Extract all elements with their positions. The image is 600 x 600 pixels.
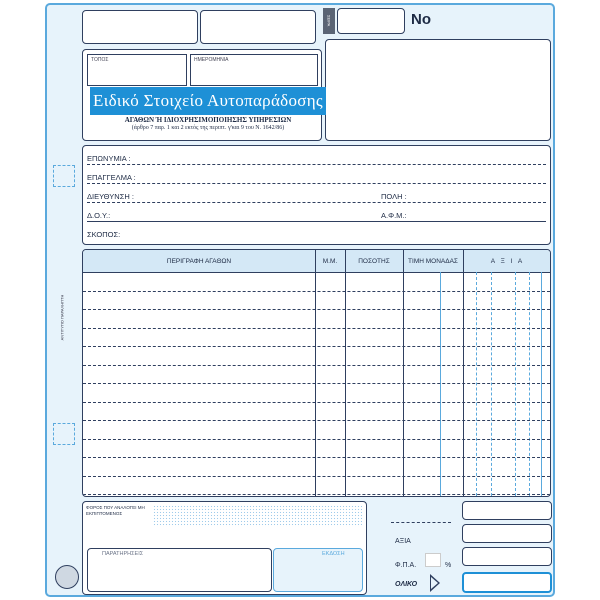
table-row-line <box>83 402 550 403</box>
tax-office-field[interactable] <box>87 205 546 222</box>
customer-info-box <box>82 145 551 245</box>
table-row-line <box>83 476 550 477</box>
arrow-icon-inner <box>431 577 438 589</box>
address-label: ΔΙΕΥΘΥΝΣΗ : <box>87 192 134 201</box>
grand-total-box[interactable] <box>462 572 552 593</box>
purpose-field[interactable] <box>87 224 546 240</box>
tax-office-label: Δ.Ο.Υ.: <box>87 211 111 220</box>
table-row-line <box>83 383 550 384</box>
punch-mark-top <box>53 165 75 187</box>
col-description: ΠΕΡΙΓΡΑΦΗ ΑΓΑΘΩΝ <box>166 257 232 265</box>
vat-percent-input[interactable] <box>425 553 441 567</box>
subtotal-box-2[interactable] <box>462 524 552 543</box>
city-label: ΠΟΛΗ : <box>381 192 407 201</box>
footer-left-box <box>82 501 367 595</box>
table-row-line <box>83 346 550 347</box>
table-row-line <box>83 457 550 458</box>
name-field[interactable] <box>87 148 546 165</box>
value-total-box[interactable] <box>462 547 552 566</box>
col-qty: ΠΟΣΟΤΗΣ <box>358 257 390 265</box>
table-row-line <box>83 439 550 440</box>
table-row-line <box>83 365 550 366</box>
recipient-stamp-box <box>325 39 551 141</box>
subtitle-line2: (άρθρο 7 παρ. 1 και 2 εκτός της περιπτ. γ'και 9 του Ν. 1642/86) <box>131 125 285 131</box>
subtotal-box-1[interactable] <box>462 501 552 520</box>
vat-footer-label: Φ.Π.Α. <box>395 562 417 569</box>
table-rows[interactable] <box>83 272 550 496</box>
form-sheet <box>45 3 555 597</box>
header-box-mid <box>200 10 316 44</box>
series-input[interactable] <box>337 8 405 34</box>
items-table <box>82 249 551 497</box>
col-price: ΤΙΜΗ ΜΟΝΑΔΑΣ <box>408 257 458 265</box>
issuance-box[interactable]: ΕΚΔΟΣΗ <box>273 548 363 592</box>
table-row-line <box>83 309 550 310</box>
vat-label: Α.Φ.Μ.: <box>381 211 407 220</box>
hatch-area <box>153 505 362 527</box>
purpose-label: ΣΚΟΠΟΣ: <box>87 230 121 239</box>
name-label: ΕΠΩΝΥΜΙΑ : <box>87 154 131 163</box>
left-margin <box>47 5 79 595</box>
header-box-left <box>82 10 198 44</box>
doc-number-label: No <box>411 11 431 28</box>
col-value: Α Ξ Ι Α <box>490 257 525 265</box>
value-dashline <box>391 522 451 523</box>
percent-sign: % <box>445 562 452 569</box>
punch-mark-bottom <box>53 423 75 445</box>
tax-note: ΦΟΡΟΣ ΠΟΥ ΑΝΑΛΟΓΕΙ ΜΗ ΕΚΠΙΠΤΟΜΕΝΟΣ <box>86 505 145 516</box>
value-label: ΑΞΙΑ <box>395 538 411 545</box>
place-box: ΤΟΠΟΣ <box>87 54 187 86</box>
profession-label: ΕΠΑΓΓΕΛΜΑ : <box>87 173 136 182</box>
address-field[interactable] <box>87 186 546 203</box>
total-label: ΟΛΙΚΟ <box>395 581 418 588</box>
subtitle-line1: ΑΓΑΘΩΝ Ή ΙΔΙΟΧΡΗΣΙΜΟΠΟΙΗΣΗΣ ΥΠΗΡΕΣΙΩΝ <box>124 116 292 124</box>
date-box: ΗΜΕΡΟΜΗΝΙΑ <box>190 54 318 86</box>
table-row-line <box>83 494 550 495</box>
publisher-logo <box>55 565 79 589</box>
table-row-line <box>83 328 550 329</box>
profession-field[interactable] <box>87 167 546 184</box>
remarks-box[interactable]: ΠΑΡΑΤΗΡΗΣΕΙΣ <box>87 548 272 592</box>
series-tab: ΣΕΙΡΑ <box>323 8 335 34</box>
col-unit: Μ.Μ. <box>322 257 338 265</box>
table-row-line <box>83 420 550 421</box>
table-row-line <box>83 291 550 292</box>
document-title: Ειδικό Στοιχείο Αυτοπαράδοσης <box>90 87 326 115</box>
margin-text: ΑΝΤΙΤΥΠΟ ΠΑΡΑΛΗΠΤΗ <box>59 294 65 341</box>
